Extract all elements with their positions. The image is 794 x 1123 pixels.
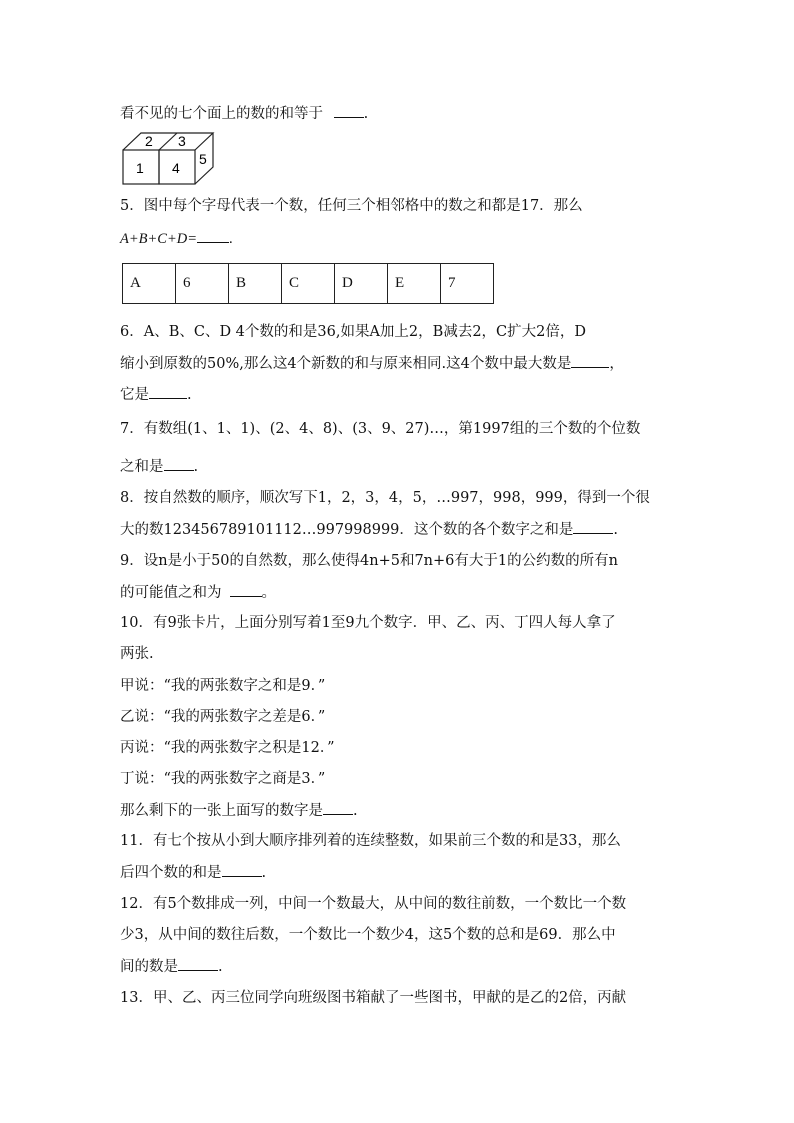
- answer-blank: [323, 800, 353, 815]
- question-10-line-1: [120, 613, 616, 633]
- text: 乙说：“我的两张数字之差是6．”: [120, 709, 326, 725]
- text: .: [613, 522, 619, 538]
- answer-blank: [230, 582, 262, 597]
- question-10-statement-yi: [120, 707, 325, 727]
- answer-blank: [178, 956, 218, 971]
- text: 后四个数的和是: [120, 865, 222, 881]
- cube-front-right: 4: [172, 160, 180, 176]
- answer-blank: [149, 384, 187, 399]
- text: .: [353, 803, 358, 819]
- text: 5．图中每个字母代表一个数，任何三个相邻格中的数之和都是17．那么: [120, 198, 583, 214]
- text: 的可能值之和为: [120, 585, 222, 601]
- question-12-line-1: [120, 894, 626, 914]
- cube-top-left: 2: [145, 133, 153, 149]
- sequence-cell: 6: [176, 264, 229, 304]
- sequence-cell: A: [123, 264, 176, 304]
- text: 。: [261, 585, 276, 601]
- text: .: [187, 387, 192, 403]
- question-9-line-1: [120, 551, 618, 571]
- question-11-line-1: [120, 831, 621, 851]
- text: 那么剩下的一张上面写的数字是: [120, 803, 323, 819]
- question-6-line-1: [120, 322, 586, 342]
- question-7-line-2: [120, 456, 198, 477]
- text: .: [363, 106, 369, 122]
- sequence-cell: D: [335, 264, 388, 304]
- question-9-line-2: [120, 582, 276, 603]
- text: 13．甲、乙、丙三位同学向班级图书箱献了一些图书，甲献的是乙的2倍，丙献: [120, 990, 627, 1006]
- text: 丁说：“我的两张数字之商是3．”: [120, 771, 326, 787]
- text: 间的数是: [120, 959, 178, 975]
- sequence-cell: B: [229, 264, 282, 304]
- question-4-tail: [120, 103, 368, 124]
- sequence-cell: E: [388, 264, 441, 304]
- question-5-line-1: [120, 196, 583, 216]
- question-6-line-3: [120, 384, 192, 405]
- answer-blank: [197, 228, 229, 243]
- question-10-line-2: [120, 644, 154, 664]
- text: .: [229, 231, 233, 247]
- answer-blank: [222, 862, 262, 877]
- cube-side: 5: [199, 151, 207, 167]
- sequence-cell: 7: [441, 264, 494, 304]
- text: 9．设n是小于50的自然数，那么使得4n+5和7n+6有大于1的公约数的所有n: [120, 553, 618, 569]
- text: 看不见的七个面上的数的和等于: [120, 106, 323, 122]
- sequence-cell: C: [282, 264, 335, 304]
- answer-blank: [573, 519, 613, 534]
- text: 甲说：“我的两张数字之和是9．”: [120, 678, 326, 694]
- text: .: [218, 959, 223, 975]
- question-6-line-2: [120, 353, 624, 374]
- text: 10．有9张卡片，上面分别写着1至9九个数字．甲、乙、丙、丁四人每人拿了: [120, 615, 616, 631]
- text: .: [261, 865, 267, 881]
- cube-top-right: 3: [178, 133, 186, 149]
- text: 11．有七个按从小到大顺序排列着的连续整数，如果前三个数的和是33，那么: [120, 833, 621, 849]
- question-13-line-1: [120, 988, 626, 1008]
- question-12-line-2: [120, 925, 616, 945]
- question-12-line-3: [120, 956, 223, 977]
- text: 缩小到原数的50%,那么这4个新数的和与原来相同.这4个数中最大数是: [120, 356, 572, 372]
- question-10-statement-jia: [120, 676, 325, 696]
- answer-blank: [164, 456, 194, 471]
- text: 丙说：“我的两张数字之积是12．”: [120, 740, 335, 756]
- question-11-line-2: [120, 862, 266, 883]
- question-8-line-2: [120, 519, 618, 540]
- cube-figure: [120, 130, 220, 190]
- text: 两张.: [120, 646, 154, 662]
- answer-blank: [571, 353, 609, 368]
- text: 之和是: [120, 459, 164, 475]
- sequence-table: [122, 263, 494, 304]
- question-10-statement-ding: [120, 769, 325, 789]
- text: 少3，从中间的数往后数，一个数比一个数少4，这5个数的总和是69．那么中: [120, 927, 616, 943]
- text: 12．有5个数排成一列，中间一个数最大，从中间的数往前数，一个数比一个数: [120, 896, 627, 912]
- text: ，: [609, 356, 624, 372]
- text: 8．按自然数的顺序，顺次写下1，2，3，4，5，…997，998，999，得到一个很: [120, 490, 650, 506]
- text: 它是: [120, 387, 149, 403]
- text: .: [193, 459, 199, 475]
- cube-front-left: 1: [136, 160, 144, 176]
- text: 6．A、B、C、D 4个数的和是36,如果A加上2，B减去2，C扩大2倍，D: [120, 324, 586, 340]
- text: A+B+C+D=: [120, 231, 197, 247]
- question-7-line-1: [120, 419, 640, 439]
- text: 7．有数组(1、1、1)、(2、4、8)、(3、9、27)…，第1997组的三个数的个位数: [120, 421, 641, 437]
- text: 大的数123456789101112…997998999．这个数的各个数字之和是: [120, 522, 574, 538]
- question-10-statement-bing: [120, 738, 335, 758]
- question-5-line-2: [120, 228, 233, 249]
- question-10-line-last: [120, 800, 358, 821]
- answer-blank: [334, 103, 364, 118]
- question-8-line-1: [120, 488, 650, 508]
